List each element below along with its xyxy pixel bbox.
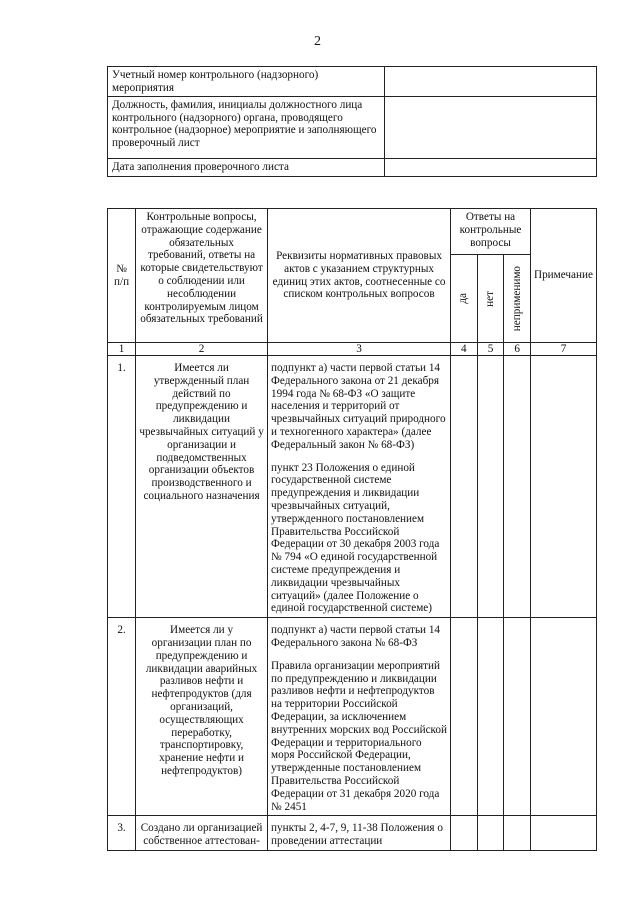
header-row [108, 209, 597, 255]
answer-no-cell[interactable] [477, 816, 504, 851]
row-num: 2. [108, 618, 136, 816]
row-requisites [268, 618, 451, 816]
header-na: неприменимо [510, 265, 523, 332]
meta-label: Учетный номер контрольного (надзорного) мероприятия [108, 67, 385, 97]
row-question: Имеется ли утвержденный план действий по предупреждению и ликвидации чрезвычайных ситуаций у организации и подведомственных организации объектов производственного и социального назначения [136, 356, 268, 618]
note-cell[interactable] [530, 356, 596, 618]
header-answers-group: Ответы на контрольные вопросы [451, 209, 531, 255]
page-number: 2 [314, 34, 321, 49]
answer-yes-cell[interactable] [451, 356, 478, 618]
column-number: 5 [477, 343, 504, 356]
answer-na-cell[interactable] [504, 618, 531, 816]
meta-table [107, 66, 597, 177]
column-number: 3 [268, 343, 451, 356]
row-requisites [268, 356, 451, 618]
note-cell[interactable] [530, 618, 596, 816]
note-cell[interactable] [530, 816, 596, 851]
header-note: Примечание [530, 209, 596, 343]
row-question: Имеется ли у организации план по предупреждению и ликвидации аварийных разливов нефти и нефтепродуктов (для организаций, осуществляющих переработку, транспортировку, хранение нефти и нефтепродуктов) [136, 618, 268, 816]
header-question: Контрольные вопросы, отражающие содержание обязательных требований, ответы на которые свидетельствуют о соблюдении или несоблюдении контролируемым лицом обязательных требований [136, 209, 268, 343]
row-requisites [268, 816, 451, 851]
requisite-block: пункт 23 Положения о единой государственной системе предупреждения и ликвидации чрезвычайных ситуаций, утвержденного постановлением Правительства Российской Федерации от 30 декабря 2003 года № 794 «О единой государственной системе предупреждения и ликвидации чрезвычайных ситуаций» (далее Положение о единой государственной системе) [271, 461, 440, 615]
header-na-cell [504, 255, 531, 343]
answer-yes-cell[interactable] [451, 816, 478, 851]
header-num: № п/п [108, 209, 136, 343]
meta-value [385, 97, 597, 159]
header-yes-cell [451, 255, 478, 343]
answer-na-cell[interactable] [504, 816, 531, 851]
answer-no-cell[interactable] [477, 618, 504, 816]
requisite-block: подпункт а) части первой статьи 14 Федерального закона от 21 декабря 1994 года № 68-ФЗ «О защите населения и территорий от чрезвычайных ситуаций природного и техногенного характера» (далее Федеральный закон № 68-ФЗ) [271, 362, 446, 451]
checklist-table [107, 208, 597, 851]
meta-value [385, 159, 597, 177]
meta-row [108, 97, 597, 159]
row-num: 1. [108, 356, 136, 618]
header-no-cell [477, 255, 504, 343]
row-question: Создано ли организацией собственное аттестован- [136, 816, 268, 851]
answer-no-cell[interactable] [477, 356, 504, 618]
table-row [108, 356, 597, 618]
header-requisites: Реквизиты нормативных правовых актов с указанием структурных единиц этих актов, соотнесенные со списком контрольных вопросов [268, 209, 451, 343]
table-row [108, 816, 597, 851]
answer-na-cell[interactable] [504, 356, 531, 618]
meta-label: Дата заполнения проверочного листа [108, 159, 385, 177]
column-number: 4 [451, 343, 478, 356]
column-number: 1 [108, 343, 136, 356]
meta-row [108, 159, 597, 177]
row-num: 3. [108, 816, 136, 851]
answer-yes-cell[interactable] [451, 618, 478, 816]
meta-label: Должность, фамилия, инициалы должностного лица контрольного (надзорного) органа, проводящего контрольное (надзорное) мероприятие и заполняющего проверочный лист [108, 97, 385, 159]
meta-row [108, 67, 597, 97]
column-number-row [108, 343, 597, 356]
header-yes: да [457, 293, 470, 304]
requisite-block: подпункт а) части первой статьи 14 Федерального закона № 68-ФЗ [271, 624, 441, 649]
meta-value [385, 67, 597, 97]
requisite-block: Правила организации мероприятий по предупреждению и ликвидации разливов нефти и нефтепродуктов на территории Российской Федерации, за исключением внутренних морских вод Российской Федерации и территориального моря Российской Федерации, утвержденные постановлением Правительства Российской Федерации от 31 декабря 2020 года № 2451 [271, 659, 447, 813]
column-number: 7 [530, 343, 596, 356]
column-number: 6 [504, 343, 531, 356]
column-number: 2 [136, 343, 268, 356]
table-row [108, 618, 597, 816]
header-no: нет [484, 290, 497, 307]
requisite-block: пункты 2, 4-7, 9, 11-38 Положения о проведении аттестации [271, 822, 443, 848]
